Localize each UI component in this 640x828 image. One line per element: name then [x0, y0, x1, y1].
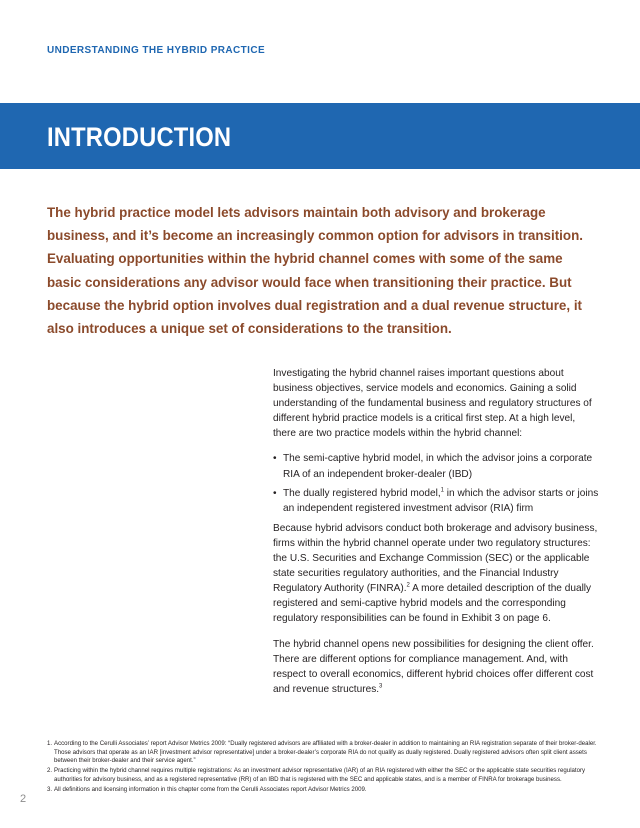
list-item-text: The dually registered hybrid model,: [283, 487, 441, 499]
footnote-ref-2: 2: [406, 582, 410, 589]
list-item-text: in which the advisor starts or joins an independent registered investment advisor (RIA) firm: [283, 487, 599, 514]
practice-model-list: [273, 451, 599, 515]
footnote: [47, 767, 603, 784]
body-paragraph-2: [273, 521, 599, 627]
bullet-icon: •: [273, 453, 277, 465]
footnote-ref-1: 1: [440, 487, 444, 494]
paragraph-text: The hybrid channel opens new possibilities for designing the client offer. There are different options for compliance management. And, with respect to overall economics, different hybrid choices offer different cost and revenue structures.: [273, 638, 594, 695]
footnote-number: 3.: [47, 785, 53, 793]
list-item: [273, 486, 599, 516]
list-item-text: The semi-captive hybrid model, in which the advisor joins a corporate RIA of an independent broker-dealer (IBD): [283, 453, 593, 480]
footnote-text: According to the Cerulli Associates’ report Advisor Metrics 2009: “Dually registered advisors are affiliated with a broker-dealer in addition to maintaining an RIA registration separate of their broker-dealer. Those advisors that operate as an IAR [investment advisor representative] under a broker-dealer’s corporate RIA do not qualify as dually registered. Dually registered advisors often split client assets between their broker-dealer and their service agent.”: [54, 740, 597, 765]
page-number: 2: [20, 793, 27, 805]
section-title: INTRODUCTION: [47, 122, 232, 152]
footnote-text: All definitions and licensing information in this chapter come from the Cerulli Associates report Advisor Metrics 2009.: [54, 785, 367, 793]
bullet-icon: •: [273, 487, 277, 499]
footnote-number: 2.: [47, 767, 53, 775]
footnote-ref-3: 3: [379, 683, 383, 690]
footnote: [47, 786, 603, 795]
paragraph-text: Because hybrid advisors conduct both brokerage and advisory business, firms within the hybrid channel operate under two regulatory structures: the U.S. Securities and Exchange Commission (SEC) or the applicable state securities regulatory authorities, and the Financial Industry Regulatory Authority (FINRA).: [273, 522, 598, 595]
footnote-number: 1.: [47, 740, 53, 747]
body-paragraph-1: Investigating the hybrid channel raises important questions about business objectives, service models and economics. Gaining a solid understanding of the fundamental business and regulatory structures of different hybrid practice models is a critical first step. At a high level, there are two practice models within the hybrid channel:: [273, 368, 592, 440]
lead-paragraph: The hybrid practice model lets advisors maintain both advisory and brokerage business, and it’s become an increasingly common option for advisors in transition. Evaluating opportunities within the hybrid channel comes with some of the same basic considerations any advisor would face when transitioning their practice. But because the hybrid option involves dual registration and a dual revenue structure, it also introduces a unique set of considerations to the transition.: [47, 205, 583, 337]
paragraph-text: A more detailed description of the dually registered and semi-captive hybrid models and the corresponding regulatory responsibilities can be found in Exhibit 3 on page 6.: [273, 583, 592, 625]
footnote: [47, 740, 603, 766]
list-item: [273, 451, 599, 481]
running-header: UNDERSTANDING THE HYBRID PRACTICE: [47, 45, 266, 56]
section-banner: [0, 103, 640, 169]
footnote-text: Practicing within the hybrid channel requires multiple registrations: As an investment advisor representative (IAR) of an RIA registered with either the SEC or the applicable state securities regulatory authorities for advisory business, and as a registered representative (RR) of an IBD that is registered with the SEC and applicable states, and is a member of FINRA for brokerage business.: [54, 767, 586, 783]
body-paragraph-3: [273, 637, 599, 697]
body-column: [273, 366, 599, 707]
footnotes: [47, 740, 603, 796]
